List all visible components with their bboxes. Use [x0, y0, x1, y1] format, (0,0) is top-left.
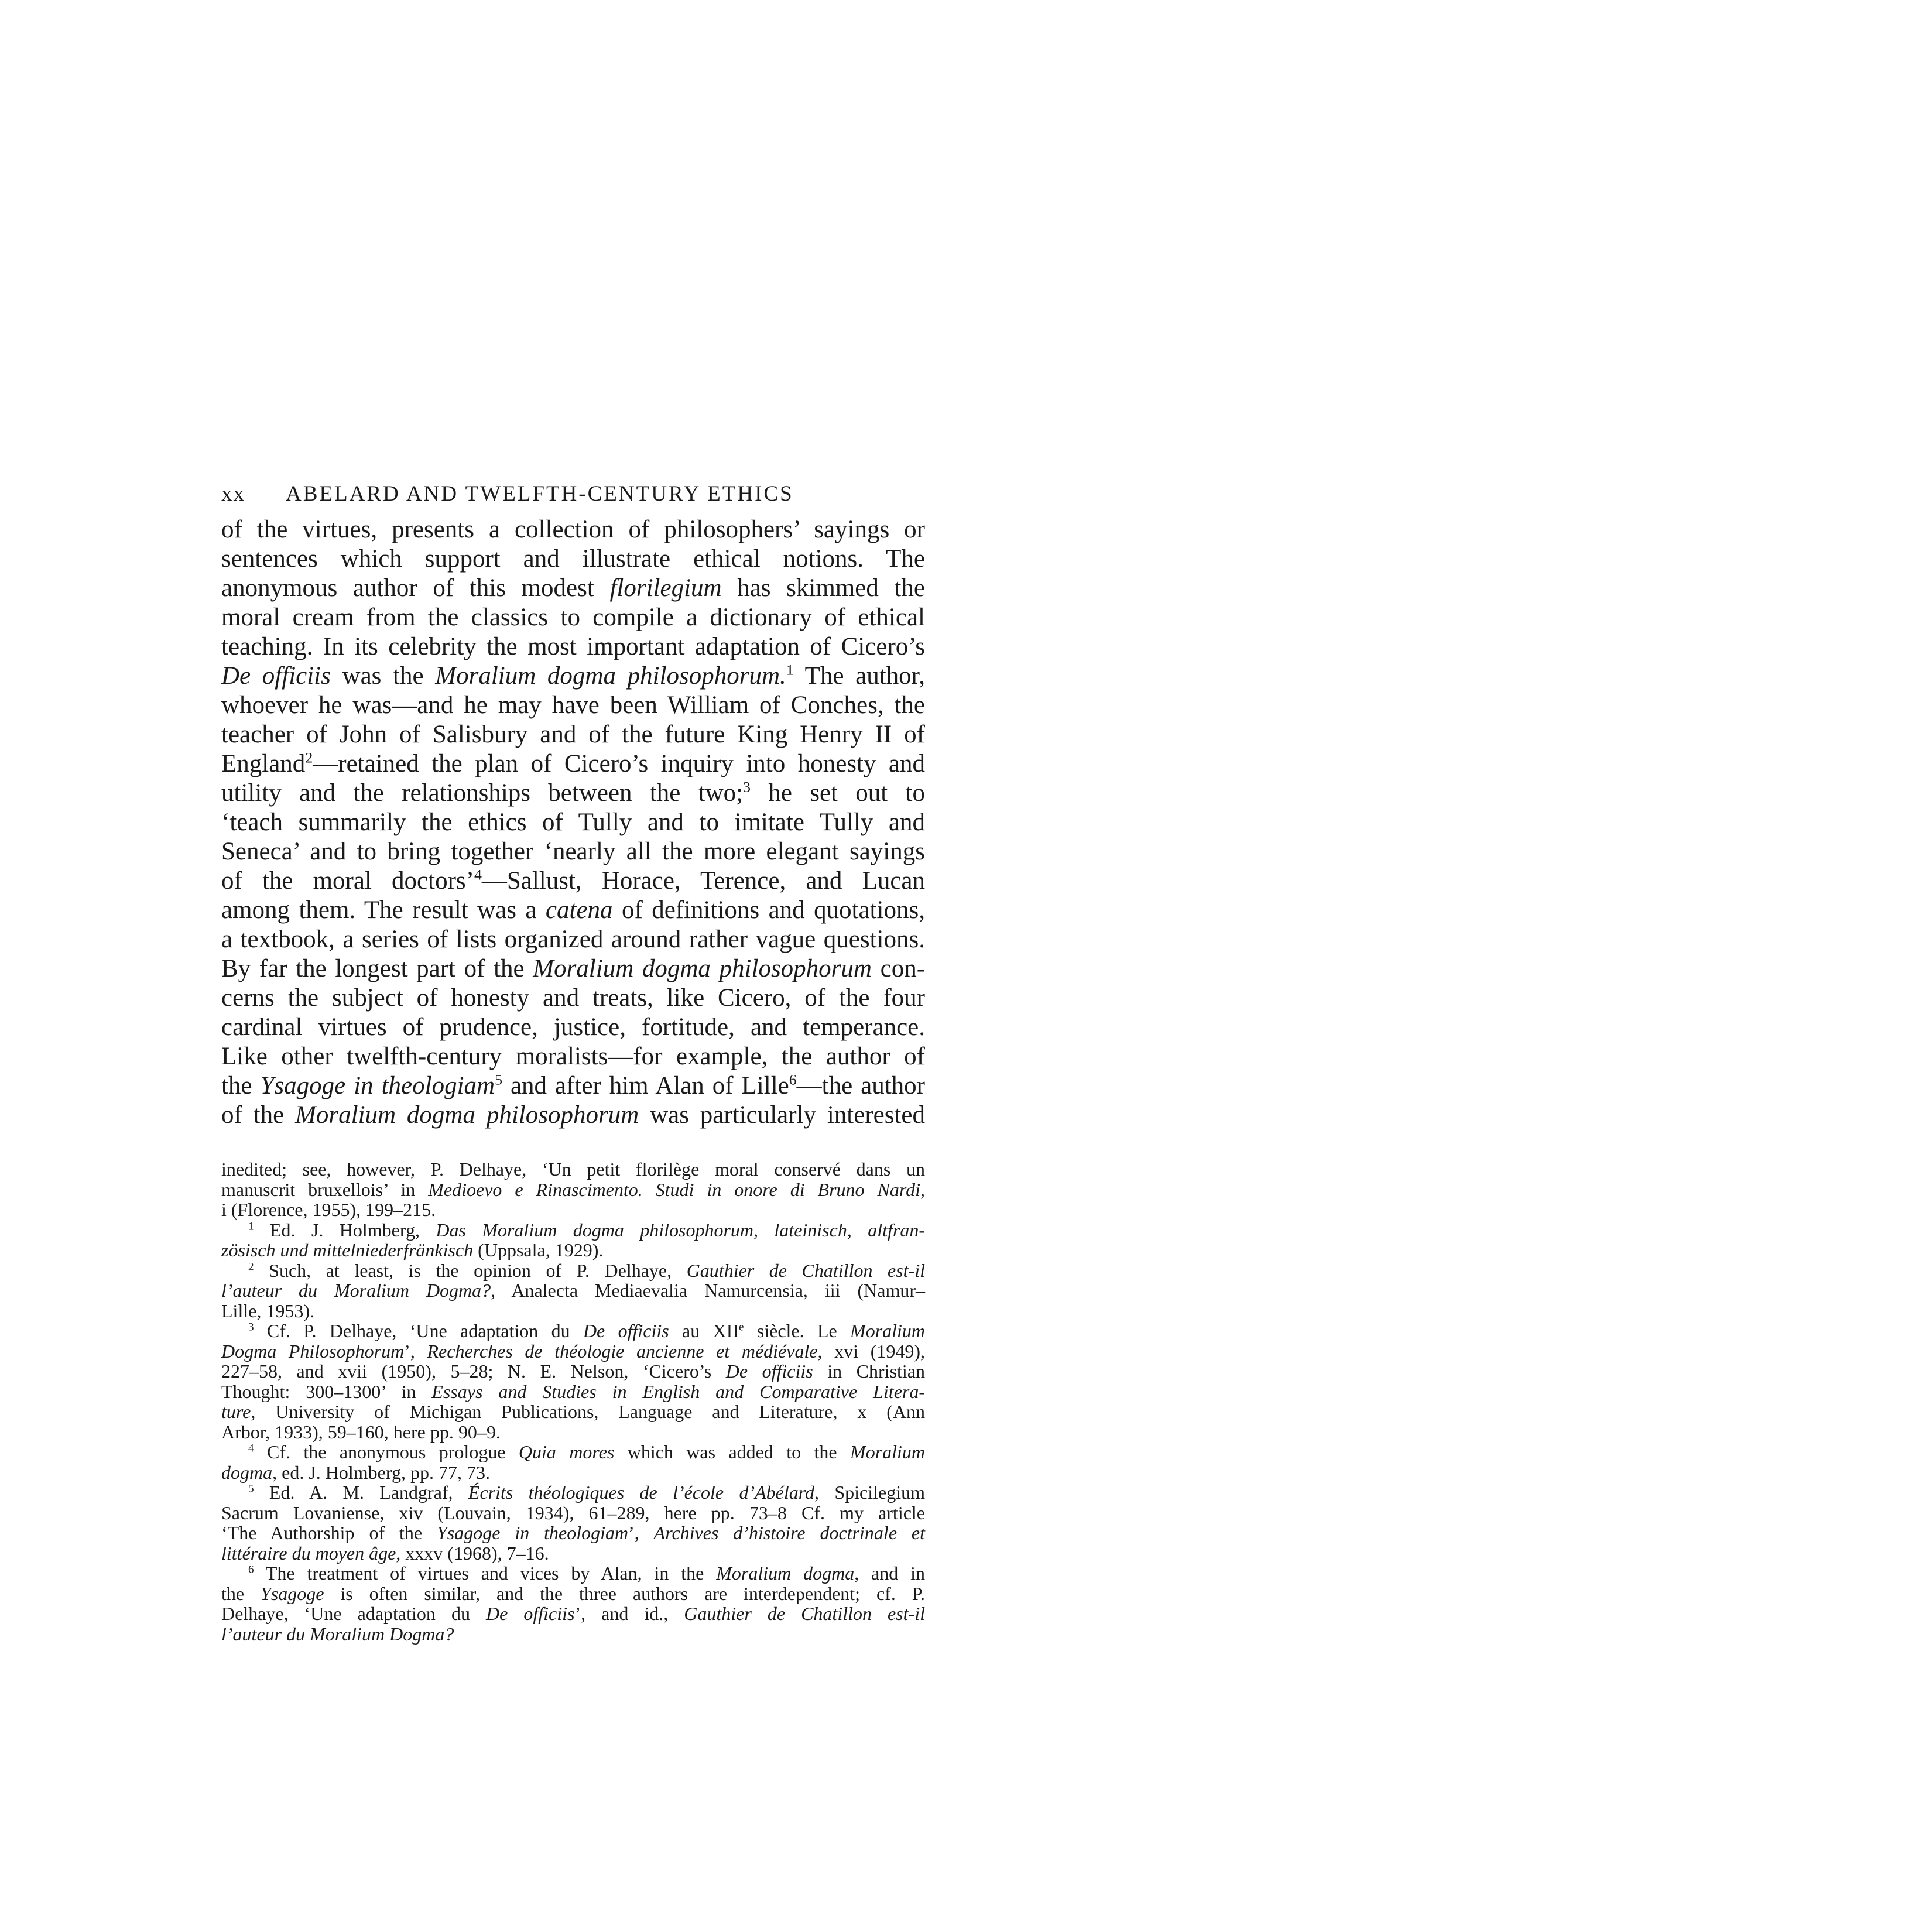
text-segment: Lille, 1953). [221, 1300, 315, 1321]
text-segment: of the moral doctors’ [221, 867, 474, 895]
text-segment: the [221, 1072, 261, 1099]
text-segment: Arbor, 1933), 59–160, here pp. 90–9. [221, 1421, 501, 1443]
italic-text: Recherches de théologie ancienne et médiévale [427, 1340, 818, 1362]
footnote-line [221, 1543, 925, 1564]
text-segment: he set out to [751, 779, 925, 807]
text-segment: ’, [404, 1340, 427, 1362]
body-line [221, 1071, 925, 1101]
footnote-marker: 6 [248, 1563, 254, 1576]
text-segment: in Christian [813, 1361, 925, 1382]
text-segment: of definitions and quotations, [612, 896, 925, 924]
text-segment: Thought: 300–1300’ in [221, 1381, 432, 1402]
italic-text: Moralium dogma philosophorum. [435, 662, 786, 690]
body-line [221, 925, 925, 954]
text-segment: cerns the subject of honesty and treats, like Cicero, of the four [221, 984, 925, 1012]
italic-text: dogma [221, 1461, 273, 1483]
footnote-line [221, 1422, 925, 1443]
text-segment: —retained the plan of Cicero’s inquiry into honesty and [313, 750, 925, 777]
italic-text: Medioevo e Rinascimento. Studi in onore di Bruno Nardi, [428, 1179, 926, 1200]
text-segment: ’, and id., [574, 1603, 684, 1624]
footnote-line [221, 1482, 925, 1503]
footnote-line [221, 1462, 925, 1483]
text-segment: Such, at least, is the opinion of P. Delhaye, [254, 1259, 687, 1281]
text-segment: ’, [628, 1522, 654, 1543]
text-segment: moral cream from the classics to compile a dictionary of ethical [221, 604, 925, 631]
text-segment: , xvi (1949), [817, 1340, 926, 1362]
text-segment: inedited; see, however, P. Delhaye, ‘Un petit florilège moral conservé dans un [221, 1159, 925, 1180]
text-segment: Sacrum Lovaniense, xiv (Louvain, 1934), 61–289, here pp. 73–8 Cf. my article [221, 1502, 925, 1523]
text-segment: Delhaye, ‘Une adaptation du [221, 1603, 486, 1624]
body-line [221, 749, 925, 779]
italic-text: Das Moralium dogma philosophorum, lateinisch, altfran- [436, 1219, 926, 1241]
text-segment: The author, [793, 662, 925, 690]
footnote-marker: 4 [248, 1442, 254, 1455]
italic-text: Ysagoge [261, 1582, 324, 1604]
footnote-marker: 1 [786, 661, 794, 679]
italic-text: Dogma Philosophorum [221, 1340, 405, 1362]
footnote-line [221, 1321, 925, 1341]
text-segment: Cf. the anonymous prologue [254, 1441, 519, 1462]
body-line [221, 515, 925, 544]
italic-text: Moralium dogma [716, 1563, 855, 1584]
footnote-marker: 5 [248, 1482, 254, 1495]
italic-text: ture [221, 1401, 251, 1422]
italic-text: De officiis [485, 1603, 575, 1624]
italic-text: Ysagoge in theologiam [436, 1522, 629, 1543]
text-segment: teaching. In its celebrity the most important adaptation of Cicero’s [221, 633, 925, 660]
footnote-line [221, 1584, 925, 1604]
text-segment: au XII [669, 1320, 739, 1341]
text-segment: Like other twelfth-century moralists—for example, the author of [221, 1043, 925, 1070]
text-segment: of the virtues, presents a collection of philosophers’ sayings or [221, 516, 925, 543]
italic-text: De officiis [221, 662, 331, 690]
text-segment: con- [871, 955, 926, 982]
italic-text: zösisch und mittelniederfränkisch [221, 1239, 474, 1260]
footnote-marker: 2 [305, 749, 313, 766]
italic-text: Gauthier de Chatillon est-il [684, 1603, 926, 1624]
body-line [221, 1013, 925, 1042]
text-segment: (Uppsala, 1929). [473, 1239, 604, 1260]
italic-text: florilegium [609, 574, 722, 602]
italic-text: Archives d’histoire doctrinale et [653, 1522, 926, 1543]
footnote-line [221, 1503, 925, 1523]
text-segment: sentences which support and illustrate ethical notions. The [221, 545, 925, 573]
italic-text: Moralium [850, 1320, 926, 1341]
text-segment: siècle. Le [744, 1320, 851, 1341]
body-line [221, 984, 925, 1013]
footnote-line [221, 1240, 925, 1260]
footnote-marker: 5 [495, 1071, 502, 1088]
footnote-line [221, 1341, 925, 1362]
footnote-line [221, 1523, 925, 1543]
footnote-marker: 3 [743, 778, 751, 796]
text-segment: Cf. P. Delhaye, ‘Une adaptation du [254, 1320, 583, 1341]
body-line [221, 1101, 925, 1130]
page-number: xx [221, 482, 245, 506]
italic-text: Quia mores [518, 1441, 615, 1462]
italic-text: Moralium dogma philosophorum [295, 1101, 639, 1129]
footnote-line [221, 1260, 925, 1281]
body-line [221, 544, 925, 574]
text-segment: —the author [796, 1072, 925, 1099]
footnote-line [221, 1442, 925, 1462]
italic-text: Ysagoge in theologiam [260, 1072, 495, 1099]
text-segment: By far the longest part of the [221, 955, 533, 982]
text-segment: , Spicilegium [814, 1482, 926, 1503]
body-line [221, 632, 925, 662]
text-segment: , University of Michigan Publications, Language and Literature, x (Ann [251, 1401, 925, 1422]
footnote-line [221, 1402, 925, 1422]
footnote-line [221, 1220, 925, 1241]
text-segment: Ed. A. M. Landgraf, [254, 1482, 468, 1503]
footnote-line [221, 1382, 925, 1402]
footnote-marker: 2 [248, 1260, 254, 1273]
footnote-line [221, 1180, 925, 1200]
italic-text: catena [545, 896, 613, 924]
body-line [221, 779, 925, 808]
footnote-line [221, 1280, 925, 1301]
body-line [221, 954, 925, 984]
text-segment: anonymous author of this modest [221, 574, 610, 602]
italic-text: De officiis [583, 1320, 669, 1341]
text-segment: i (Florence, 1955), 199–215. [221, 1199, 436, 1220]
footnote-line [221, 1624, 925, 1645]
text-segment: ‘The Authorship of the [221, 1522, 437, 1543]
footnote-marker: 1 [248, 1220, 254, 1232]
text-segment: , ed. J. Holmberg, pp. 77, 73. [272, 1461, 490, 1483]
italic-text: l’auteur du Moralium Dogma? [221, 1623, 454, 1645]
body-line [221, 691, 925, 720]
text-segment: and after him Alan of Lille [502, 1072, 789, 1099]
text-segment: The treatment of virtues and vices by Alan, in the [254, 1563, 717, 1584]
body-line [221, 896, 925, 925]
body-text [221, 515, 925, 1130]
text-segment: , Analecta Mediaevalia Namurcensia, iii (Namur– [491, 1280, 926, 1301]
body-line [221, 837, 925, 866]
footnote-line [221, 1604, 925, 1624]
text-segment: was particularly interested [639, 1101, 925, 1129]
text-segment: Ed. J. Holmberg, [254, 1219, 436, 1241]
text-segment: ‘teach summarily the ethics of Tully and to imitate Tully and [221, 809, 925, 836]
footnote-marker: 3 [248, 1321, 254, 1334]
footnote-line [221, 1563, 925, 1584]
body-line [221, 574, 925, 603]
text-segment: 227–58, and xvii (1950), 5–28; N. E. Nelson, ‘Cicero’s [221, 1361, 726, 1382]
italic-text: De officiis [725, 1361, 813, 1382]
text-segment: of the [221, 1101, 296, 1129]
footnote-marker: e [738, 1321, 744, 1334]
running-head [221, 480, 924, 508]
text-segment: teacher of John of Salisbury and of the future King Henry II of [221, 721, 925, 748]
footnote-marker: 4 [474, 866, 482, 883]
text-segment: has skimmed the [721, 574, 925, 602]
text-segment: was the [330, 662, 436, 690]
body-line [221, 720, 925, 749]
text-segment: manuscrit bruxellois’ in [221, 1179, 429, 1200]
text-segment: is often similar, and the three authors are interdependent; cf. P. [324, 1582, 926, 1604]
body-line [221, 603, 925, 632]
body-line [221, 866, 925, 896]
text-segment: —Sallust, Horace, Terence, and Lucan [481, 867, 926, 895]
text-segment: which was added to the [614, 1441, 851, 1462]
footnote-line [221, 1200, 925, 1220]
text-segment: the [221, 1582, 261, 1604]
body-line [221, 1042, 925, 1071]
text-segment: among them. The result was a [221, 896, 546, 924]
text-segment: cardinal virtues of prudence, justice, fortitude, and temperance. [221, 1013, 925, 1041]
text-segment: , and in [854, 1563, 926, 1584]
italic-text: Essays and Studies in English and Comparative Litera- [431, 1381, 926, 1402]
text-segment: a textbook, a series of lists organized around rather vague questions. [221, 926, 925, 953]
text-segment: Seneca’ and to bring together ‘nearly all the more elegant sayings [221, 838, 925, 865]
italic-text: Moralium dogma philosophorum [533, 955, 872, 982]
running-title: ABELARD AND TWELFTH-CENTURY ETHICS [286, 482, 794, 506]
italic-text: Moralium [850, 1441, 926, 1462]
text-segment: , xxxv (1968), 7–16. [396, 1542, 549, 1564]
footnotes [221, 1159, 925, 1644]
footnote-line [221, 1159, 925, 1180]
italic-text: Écrits théologiques de l’école d’Abélard [468, 1482, 815, 1503]
footnote-line [221, 1361, 925, 1382]
italic-text: littéraire du moyen âge [221, 1542, 396, 1564]
text-segment: whoever he was—and he may have been William of Conches, the [221, 691, 925, 719]
body-line [221, 808, 925, 837]
text-segment: England [221, 750, 306, 777]
italic-text: l’auteur du Moralium Dogma? [221, 1280, 491, 1301]
footnote-marker: 6 [789, 1071, 797, 1088]
footnote-line [221, 1301, 925, 1321]
body-line [221, 662, 925, 691]
italic-text: Gauthier de Chatillon est-il [686, 1259, 926, 1281]
text-segment: utility and the relationships between the two; [221, 779, 744, 807]
